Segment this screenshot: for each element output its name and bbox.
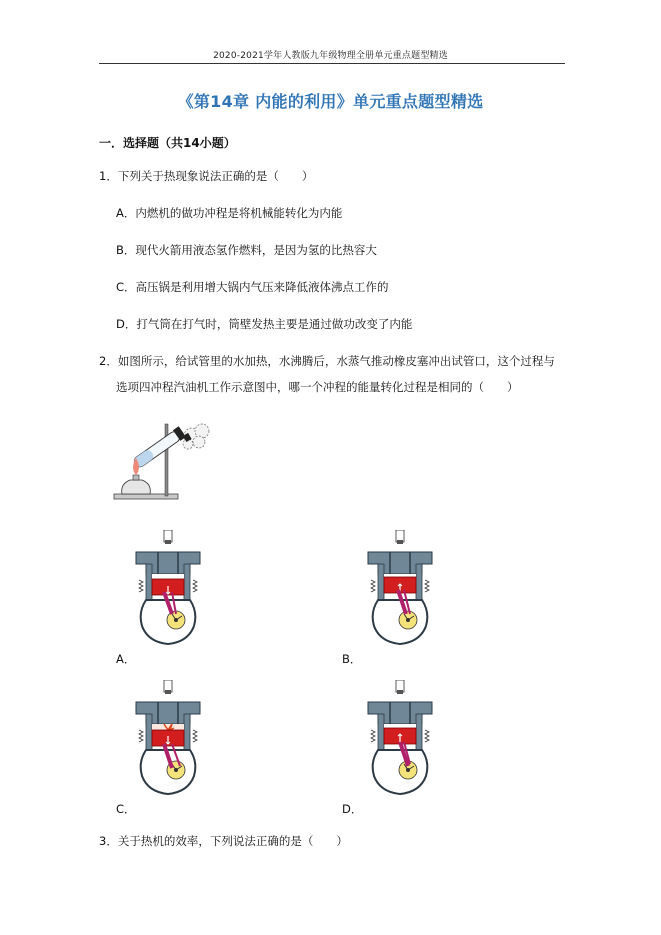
header-rule bbox=[99, 63, 565, 64]
question-2-stem-line1 bbox=[99, 353, 555, 369]
engine-label-a: A． bbox=[116, 652, 136, 666]
section-heading: 一．选择题（共14小题） bbox=[99, 136, 236, 150]
engine-figure-c bbox=[128, 680, 208, 798]
engine-label-d: D． bbox=[342, 802, 363, 816]
engine-figure-d bbox=[360, 680, 440, 798]
question-2-number: 2． bbox=[99, 354, 118, 368]
question-2-text-line1: 如图所示，给试管里的水加热，水沸腾后，水蒸气推动橡皮塞冲出试管口，这个过程与 bbox=[117, 354, 555, 368]
engine-label-c: C． bbox=[116, 802, 136, 816]
question-1-option-b: B．现代火箭用液态氢作燃料，是因为氢的比热容大 bbox=[116, 243, 377, 257]
question-1-option-a: A．内燃机的做功冲程是将机械能转化为内能 bbox=[116, 206, 343, 220]
question-1-number: 1． bbox=[99, 169, 118, 183]
engine-figure-a bbox=[128, 530, 208, 648]
question-1-stem bbox=[99, 168, 313, 184]
question-1-option-d: D．打气筒在打气时，筒壁发热主要是通过做功改变了内能 bbox=[116, 317, 413, 331]
question-1-text: 下列关于热现象说法正确的是（ ） bbox=[117, 169, 314, 183]
question-3-number: 3． bbox=[99, 834, 118, 848]
question-3-text: 关于热机的效率，下列说法正确的是（ ） bbox=[117, 834, 348, 848]
question-3-stem bbox=[99, 833, 348, 849]
header-text: 2020-2021学年人教版九年级物理全册单元重点题型精选 bbox=[213, 51, 448, 61]
test-tube-apparatus-figure bbox=[110, 418, 210, 504]
question-2-stem-line2: 选项四冲程汽油机工作示意图中，哪一个冲程的能量转化过程是相同的（ ） bbox=[116, 380, 519, 394]
question-1-option-c: C．高压锅是利用增大锅内气压来降低液体沸点工作的 bbox=[116, 280, 389, 294]
document-title: 《第14章 内能的利用》单元重点题型精选 bbox=[177, 92, 484, 111]
engine-figure-b bbox=[360, 530, 440, 648]
engine-label-b: B． bbox=[342, 652, 362, 666]
